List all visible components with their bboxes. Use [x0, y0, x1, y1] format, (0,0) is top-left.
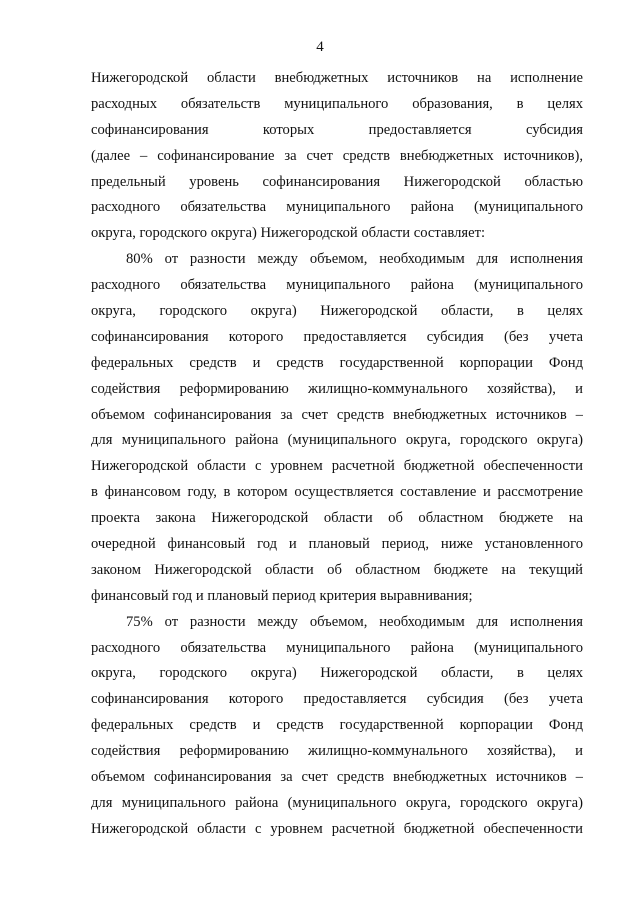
text-line: для муниципального района (муниципального округа, городского округа) [91, 432, 583, 449]
text-line: содействия реформированию жилищно-коммунального хозяйства), и [91, 380, 583, 397]
text-line: 75% от разности между объемом, необходимым для исполнения [126, 613, 583, 630]
text-line: предельный уровень софинансирования Нижегородской областью [91, 173, 583, 190]
text-line: округа, городского округа) Нижегородской области, в целях [91, 303, 583, 320]
text-line: объемом софинансирования за счет средств внебюджетных источников – [91, 769, 583, 786]
text-line: федеральных средств и средств государственной корпорации Фонд [91, 354, 583, 371]
text-line: для муниципального района (муниципального округа, городского округа) [91, 794, 583, 811]
text-line: 80% от разности между объемом, необходимым для исполнения [126, 251, 583, 268]
text-line: округа, городского округа) Нижегородской области, в целях [91, 665, 583, 682]
paragraph-80-percent [91, 247, 583, 609]
text-line: софинансирования которого предоставляется субсидия (без учета [91, 691, 583, 708]
text-line: Нижегородской области с уровнем расчетной бюджетной обеспеченности [91, 820, 583, 837]
text-line: содействия реформированию жилищно-коммунального хозяйства), и [91, 743, 583, 760]
text-line: законом Нижегородской области об областном бюджете на текущий [91, 561, 583, 578]
text-line: финансовый год и плановый период критерия выравнивания; [91, 587, 473, 604]
document-body [91, 66, 583, 843]
text-line: очередной финансовый год и плановый период, ниже установленного [91, 536, 583, 553]
text-line: в финансовом году, в котором осуществляется составление и рассмотрение [91, 484, 583, 501]
text-line: расходных обязательств муниципального образования, в целях [91, 95, 583, 112]
text-line: расходного обязательства муниципального района (муниципального [91, 277, 583, 294]
text-line: объемом софинансирования за счет средств внебюджетных источников – [91, 406, 583, 423]
text-line: округа, городского округа) Нижегородской области составляет: [91, 225, 486, 242]
paragraph-continuation [91, 66, 583, 247]
paragraph-75-percent [91, 610, 583, 843]
text-line: расходного обязательства муниципального района (муниципального [91, 199, 583, 216]
text-line: расходного обязательства муниципального района (муниципального [91, 639, 583, 656]
text-line: софинансирования которого предоставляется субсидия (без учета [91, 328, 583, 345]
text-line: федеральных средств и средств государственной корпорации Фонд [91, 717, 583, 734]
text-line: софинансирования которых предоставляется субсидия [91, 121, 583, 138]
page-number: 4 [316, 39, 324, 55]
text-line: Нижегородской области с уровнем расчетной бюджетной обеспеченности [91, 458, 583, 475]
text-line: (далее – софинансирование за счет средств внебюджетных источников), [91, 147, 583, 164]
text-line: Нижегородской области внебюджетных источников на исполнение [91, 70, 583, 86]
text-line: проекта закона Нижегородской области об областном бюджете на [91, 510, 583, 527]
